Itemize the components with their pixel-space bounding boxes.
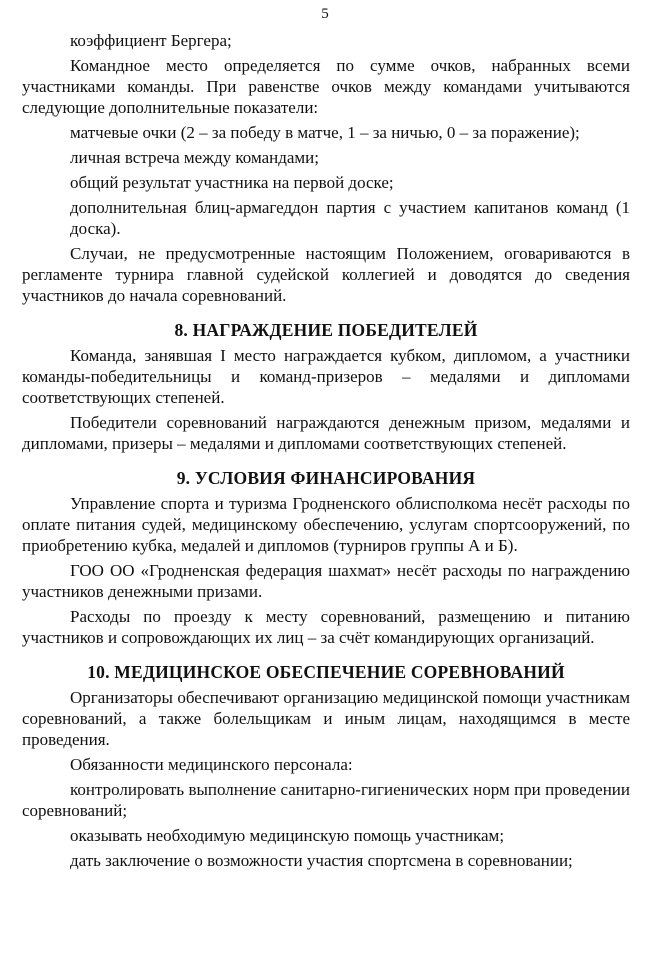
list-item: матчевые очки (2 – за победу в матче, 1 – за ничью, 0 – за поражение);	[70, 123, 580, 142]
list-item: общий результат участника на первой доске;	[70, 173, 394, 192]
paragraph: Обязанности медицинского персонала:	[70, 755, 353, 774]
paragraph: Организаторы обеспечивают организацию медицинской помощи участникам соревнований, а также болельщикам и иным лицам, находящимся в месте проведения.	[22, 688, 630, 749]
paragraph: Командное место определяется по сумме очков, набранных всеми участниками команды. При равенстве очков между командами учитываются следующие дополнительные показатели:	[22, 56, 630, 117]
list-item: дополнительная блиц-армагеддон партия с участием капитанов команд (1 доска).	[70, 198, 630, 238]
list-item: коэффициент Бергера;	[70, 31, 232, 50]
document-body	[22, 30, 630, 871]
paragraph: Команда, занявшая I место награждается кубком, дипломом, а участники команды-победительницы и команд-призеров – медалями и дипломами соответствующих степеней.	[22, 346, 630, 407]
section-heading: 9. УСЛОВИЯ ФИНАНСИРОВАНИЯ	[176, 468, 476, 488]
paragraph: Победители соревнований награждаются денежным призом, медалями и дипломами, призеры – медалями и дипломами соответствующих степеней.	[22, 413, 630, 453]
paragraph: Случаи, не предусмотренные настоящим Положением, оговариваются в регламенте турнира главной судейской коллегией и доводятся до сведения участников до начала соревнований.	[22, 244, 630, 305]
paragraph: ГОО ОО «Гродненская федерация шахмат» несёт расходы по награждению участников денежными призами.	[22, 561, 630, 601]
paragraph: Расходы по проезду к месту соревнований, размещению и питанию участников и сопровождающих их лиц – за счёт командирующих организаций.	[22, 607, 630, 647]
page-number: 5	[321, 6, 329, 22]
paragraph: Управление спорта и туризма Гродненского облисполкома несёт расходы по оплате питания судей, медицинскому обеспечению, услугам спортсооружений, по приобретению кубка, медалей и дипломов (турниров группы А и Б).	[22, 494, 630, 555]
section-heading: 10. МЕДИЦИНСКОЕ ОБЕСПЕЧЕНИЕ СОРЕВНОВАНИЙ	[87, 662, 565, 682]
paragraph: оказывать необходимую медицинскую помощь участникам;	[70, 826, 505, 845]
paragraph: дать заключение о возможности участия спортсмена в соревновании;	[70, 851, 573, 870]
paragraph: контролировать выполнение санитарно-гигиенических норм при проведении соревнований;	[22, 780, 630, 820]
list-item: личная встреча между командами;	[70, 148, 319, 167]
section-heading: 8. НАГРАЖДЕНИЕ ПОБЕДИТЕЛЕЙ	[174, 320, 478, 340]
